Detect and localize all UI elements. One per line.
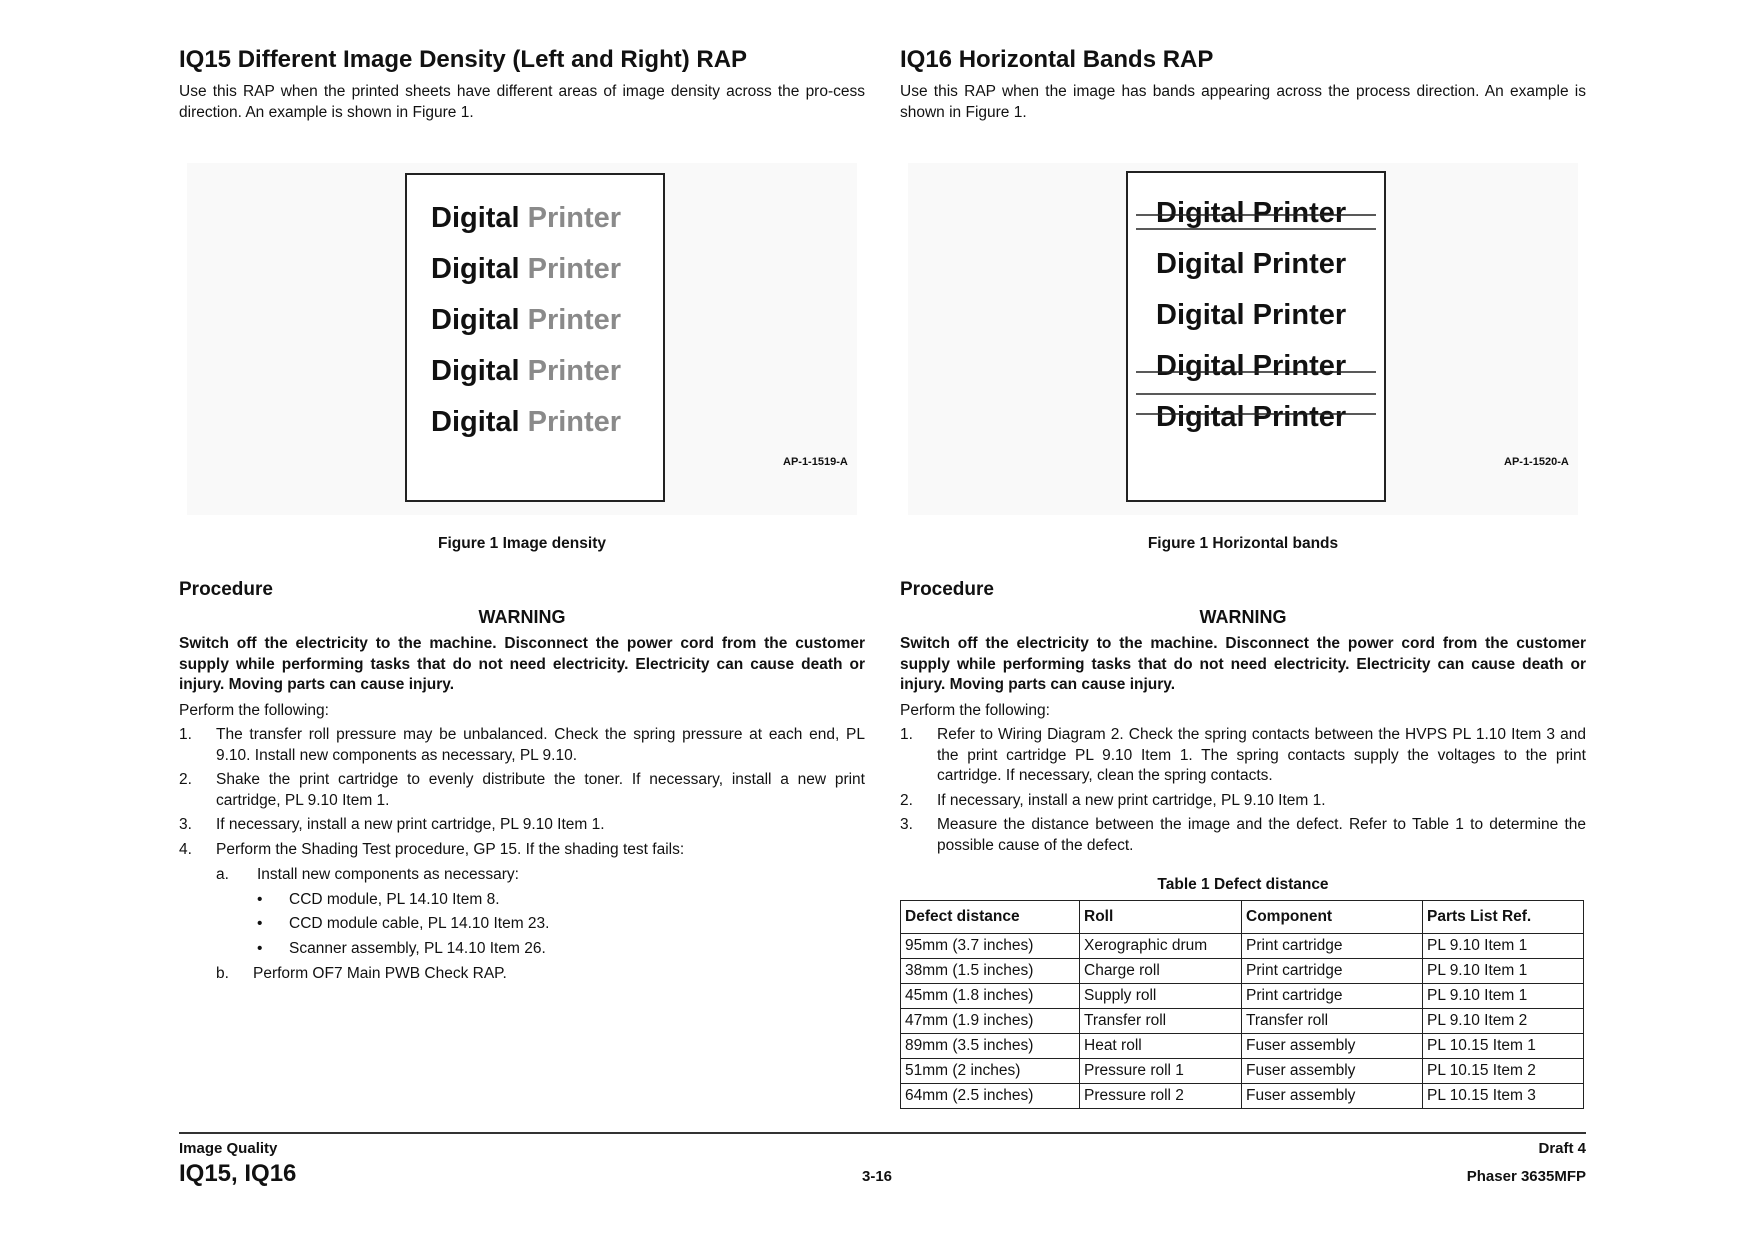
table-cell: 47mm (1.9 inches) [901, 1009, 1080, 1034]
list-item: 3. If necessary, install a new print cartridge, PL 9.10 Item 1. [179, 816, 605, 833]
footer-draft: Draft 4 [1538, 1140, 1586, 1157]
iq16-figure [908, 163, 1578, 515]
band-sample-line: Digital Printer [1156, 197, 1347, 229]
footer-section: Image Quality [179, 1140, 278, 1157]
table-row [901, 934, 1584, 959]
horizontal-bands-illustration [908, 163, 1578, 515]
table-cell: 95mm (3.7 inches) [901, 934, 1080, 959]
table-cell: 89mm (3.5 inches) [901, 1034, 1080, 1059]
list-item: 4. Perform the Shading Test procedure, GP 15. If the shading test fails: a. Install new components as necessary: • CCD module, PL 14.10 Item 8. • CCD module cable, PL 14.10 Item 23. • Scanner assembly, PL 14.10 Item 26. b. Perform OF7 Main PWB Check RAP. [179, 840, 865, 985]
table-row [901, 1034, 1584, 1059]
table-cell: Fuser assembly [1242, 1084, 1423, 1109]
footer-codes: IQ15, IQ16 [179, 1160, 297, 1187]
table-cell: 51mm (2 inches) [901, 1059, 1080, 1084]
iq15-title: IQ15 Different Image Density (Left and Right) RAP [179, 46, 748, 73]
bullet-item: • CCD module cable, PL 14.10 Item 23. [257, 915, 550, 932]
list-item: 2. Shake the print cartridge to evenly distribute the toner. If necessary, install a new print cartridge, PL 9.10 Item 1. [179, 771, 865, 809]
table-cell: 64mm (2.5 inches) [901, 1084, 1080, 1109]
table-cell: Transfer roll [1242, 1009, 1423, 1034]
iq15-intro: Use this RAP when the printed sheets have different areas of image density across the pro-cess direction. An example is shown in Figure 1. [179, 83, 865, 121]
table-cell: Charge roll [1080, 959, 1242, 984]
image-density-illustration [187, 163, 857, 515]
table-row [901, 959, 1584, 984]
sub-step-b: b. Perform OF7 Main PWB Check RAP. [216, 965, 507, 982]
table-cell: Xerographic drum [1080, 934, 1242, 959]
iq16-perform: Perform the following: [900, 701, 1050, 719]
band-sample-line: Digital Printer [1156, 350, 1347, 382]
iq15-steps [179, 725, 865, 985]
column-header: Parts List Ref. [1423, 901, 1584, 934]
table-cell: PL 10.15 Item 2 [1423, 1059, 1584, 1084]
table-cell: Fuser assembly [1242, 1059, 1423, 1084]
column-header: Defect distance [901, 901, 1080, 934]
table-cell: Pressure roll 2 [1080, 1084, 1242, 1109]
table-row [901, 984, 1584, 1009]
density-sample-line: Digital Printer [431, 202, 622, 234]
table-row [901, 1059, 1584, 1084]
sub-step-a: a. Install new components as necessary: • CCD module, PL 14.10 Item 8. • CCD module cable, PL 14.10 Item 23. • Scanner assembly, PL 14.10 Item 26. [216, 865, 865, 959]
right-column [900, 46, 1586, 1109]
table-cell: Print cartridge [1242, 984, 1423, 1009]
iq15-perform: Perform the following: [179, 701, 329, 719]
table-row [901, 1084, 1584, 1109]
iq16-steps [900, 725, 1586, 856]
table-cell: Fuser assembly [1242, 1034, 1423, 1059]
iq16-figure-caption: Figure 1 Horizontal bands [1147, 535, 1339, 552]
page-number: 3-16 [862, 1168, 893, 1185]
density-sample-line: Digital Printer [431, 253, 622, 285]
figure-code: AP-1-1519-A [783, 456, 848, 468]
band-sample-line: Digital Printer [1156, 401, 1347, 433]
iq16-warning-title: WARNING [1199, 607, 1287, 627]
table-row [901, 1009, 1584, 1034]
density-sample-line: Digital Printer [431, 406, 622, 438]
table-cell: PL 9.10 Item 1 [1423, 934, 1584, 959]
figure-code: AP-1-1520-A [1504, 456, 1569, 468]
table-cell: 38mm (1.5 inches) [901, 959, 1080, 984]
column-header: Roll [1080, 901, 1242, 934]
footer-product: Phaser 3635MFP [1466, 1168, 1586, 1185]
table-cell: Print cartridge [1242, 959, 1423, 984]
list-item: 3. Measure the distance between the image and the defect. Refer to Table 1 to determine the possible cause of the defect. [900, 816, 1586, 854]
band-sample-line: Digital Printer [1156, 248, 1347, 280]
iq15-procedure-heading: Procedure [179, 579, 273, 600]
table-cell: Supply roll [1080, 984, 1242, 1009]
iq16-warning-text: Switch off the electricity to the machine. Disconnect the power cord from the customer supply while performing tasks that do not need electricity. Electricity can cause death or injury. Moving parts can cause injury. [900, 635, 1586, 693]
left-column [179, 46, 865, 989]
iq15-figure-caption: Figure 1 Image density [438, 535, 606, 552]
iq16-intro: Use this RAP when the image has bands appearing across the process direction. An example is shown in Figure 1. [900, 83, 1586, 121]
table-cell: Heat roll [1080, 1034, 1242, 1059]
list-item: 2. If necessary, install a new print cartridge, PL 9.10 Item 1. [900, 791, 1326, 809]
iq16-title: IQ16 Horizontal Bands RAP [900, 46, 1214, 73]
density-sample-line: Digital Printer [431, 304, 622, 336]
table-caption: Table 1 Defect distance [1157, 876, 1329, 893]
table-cell: PL 10.15 Item 3 [1423, 1084, 1584, 1109]
table-cell: 45mm (1.8 inches) [901, 984, 1080, 1009]
table-cell: PL 9.10 Item 1 [1423, 984, 1584, 1009]
table-cell: PL 9.10 Item 2 [1423, 1009, 1584, 1034]
defect-distance-table [900, 900, 1584, 1109]
table-cell: PL 9.10 Item 1 [1423, 959, 1584, 984]
bullet-item: • CCD module, PL 14.10 Item 8. [257, 890, 500, 908]
iq15-figure [187, 163, 857, 515]
iq15-warning-text: Switch off the electricity to the machine. Disconnect the power cord from the customer supply while performing tasks that do not need electricity. Electricity can cause death or injury. Moving parts can cause injury. [179, 635, 865, 693]
iq16-procedure-heading: Procedure [900, 579, 994, 600]
table-cell: Print cartridge [1242, 934, 1423, 959]
table-cell: Transfer roll [1080, 1009, 1242, 1034]
bullet-item: • Scanner assembly, PL 14.10 Item 26. [257, 939, 546, 957]
column-header: Component [1242, 901, 1423, 934]
band-sample-line: Digital Printer [1156, 299, 1347, 331]
density-sample-line: Digital Printer [431, 355, 622, 387]
footer-divider [179, 1132, 1586, 1134]
list-item: 1. Refer to Wiring Diagram 2. Check the spring contacts between the HVPS PL 1.10 Item 3 and the print cartridge PL 9.10 Item 1. The spring contacts supply the voltages to the print cartridge. If necessary, clean the spring contacts. [900, 726, 1586, 784]
table-header-row [901, 901, 1584, 934]
list-item: 1. The transfer roll pressure may be unbalanced. Check the spring pressure at each end, PL 9.10. Install new components as necessary, PL 9.10. [179, 726, 865, 764]
table-cell: Pressure roll 1 [1080, 1059, 1242, 1084]
table-cell: PL 10.15 Item 1 [1423, 1034, 1584, 1059]
iq15-warning-title: WARNING [478, 607, 566, 627]
